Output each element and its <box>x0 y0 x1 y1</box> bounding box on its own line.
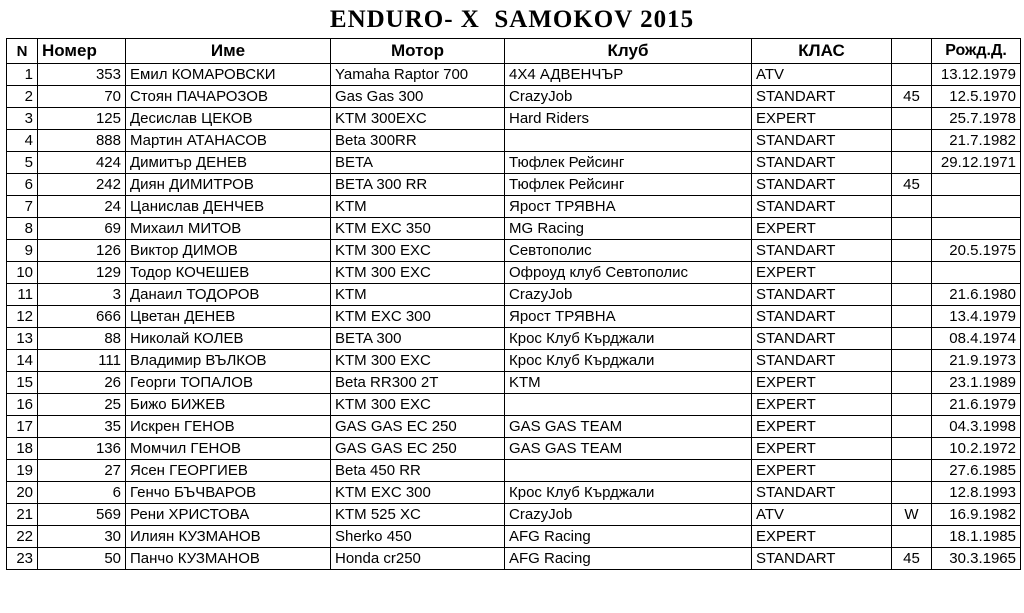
cell-klas: EXPERT <box>752 372 892 394</box>
column-header-klas: КЛАС <box>752 39 892 64</box>
cell-motor: BETA 300 RR <box>331 174 505 196</box>
cell-motor: Honda cr250 <box>331 548 505 570</box>
cell-klas: STANDART <box>752 350 892 372</box>
cell-n: 16 <box>7 394 38 416</box>
cell-motor: KTM 300 EXC <box>331 240 505 262</box>
cell-klas: STANDART <box>752 284 892 306</box>
column-header-motor: Мотор <box>331 39 505 64</box>
cell-extra <box>892 482 932 504</box>
cell-klas: EXPERT <box>752 108 892 130</box>
cell-name: Тодор КОЧЕШЕВ <box>126 262 331 284</box>
cell-birth: 13.4.1979 <box>932 306 1021 328</box>
cell-extra <box>892 306 932 328</box>
cell-birth <box>932 218 1021 240</box>
cell-name: Бижо БИЖЕВ <box>126 394 331 416</box>
table-row <box>7 64 1021 86</box>
cell-motor: KTM <box>331 284 505 306</box>
cell-birth: 21.6.1979 <box>932 394 1021 416</box>
cell-name: Виктор ДИМОВ <box>126 240 331 262</box>
cell-extra: 45 <box>892 548 932 570</box>
cell-klas: STANDART <box>752 328 892 350</box>
cell-number: 666 <box>38 306 126 328</box>
cell-klas: STANDART <box>752 86 892 108</box>
cell-number: 30 <box>38 526 126 548</box>
cell-birth: 23.1.1989 <box>932 372 1021 394</box>
table-row <box>7 130 1021 152</box>
cell-number: 888 <box>38 130 126 152</box>
table-row <box>7 350 1021 372</box>
table-row <box>7 284 1021 306</box>
cell-club: Тюфлек Рейсинг <box>505 152 752 174</box>
cell-n: 10 <box>7 262 38 284</box>
cell-klas: STANDART <box>752 548 892 570</box>
cell-extra <box>892 372 932 394</box>
cell-birth: 21.6.1980 <box>932 284 1021 306</box>
cell-extra: 45 <box>892 86 932 108</box>
table-body <box>7 64 1021 570</box>
cell-birth <box>932 262 1021 284</box>
column-header-name: Име <box>126 39 331 64</box>
cell-klas: STANDART <box>752 240 892 262</box>
cell-birth: 21.9.1973 <box>932 350 1021 372</box>
table-row <box>7 460 1021 482</box>
cell-n: 21 <box>7 504 38 526</box>
column-header-birth: Рожд.Д. <box>932 39 1021 64</box>
cell-klas: STANDART <box>752 130 892 152</box>
cell-extra <box>892 64 932 86</box>
entry-list-table <box>6 38 1021 570</box>
cell-n: 20 <box>7 482 38 504</box>
cell-extra <box>892 262 932 284</box>
cell-name: Рени ХРИСТОВА <box>126 504 331 526</box>
page-title: ENDURO- X SAMOKOV 2015 <box>329 6 695 33</box>
cell-birth: 13.12.1979 <box>932 64 1021 86</box>
cell-name: Стоян ПАЧАРОЗОВ <box>126 86 331 108</box>
cell-birth: 10.2.1972 <box>932 438 1021 460</box>
cell-name: Георги ТОПАЛОВ <box>126 372 331 394</box>
cell-motor: Beta RR300 2T <box>331 372 505 394</box>
cell-n: 14 <box>7 350 38 372</box>
cell-club: AFG Racing <box>505 548 752 570</box>
cell-motor: Beta 450 RR <box>331 460 505 482</box>
cell-birth: 20.5.1975 <box>932 240 1021 262</box>
cell-number: 69 <box>38 218 126 240</box>
cell-birth <box>932 174 1021 196</box>
cell-birth: 18.1.1985 <box>932 526 1021 548</box>
cell-extra <box>892 130 932 152</box>
cell-motor: KTM 300 EXC <box>331 350 505 372</box>
table-row <box>7 526 1021 548</box>
table-row <box>7 548 1021 570</box>
cell-club: GAS GAS TEAM <box>505 438 752 460</box>
cell-klas: EXPERT <box>752 394 892 416</box>
cell-birth: 29.12.1971 <box>932 152 1021 174</box>
cell-motor: KTM 300 EXC <box>331 262 505 284</box>
cell-name: Цветан ДЕНЕВ <box>126 306 331 328</box>
cell-number: 50 <box>38 548 126 570</box>
cell-name: Десислав ЦЕКОВ <box>126 108 331 130</box>
cell-birth: 16.9.1982 <box>932 504 1021 526</box>
cell-birth: 30.3.1965 <box>932 548 1021 570</box>
cell-n: 13 <box>7 328 38 350</box>
cell-club: CrazyJob <box>505 504 752 526</box>
table-row <box>7 306 1021 328</box>
cell-klas: ATV <box>752 64 892 86</box>
cell-name: Владимир ВЪЛКОВ <box>126 350 331 372</box>
cell-motor: KTM EXC 300 <box>331 482 505 504</box>
cell-number: 35 <box>38 416 126 438</box>
cell-n: 15 <box>7 372 38 394</box>
cell-number: 26 <box>38 372 126 394</box>
cell-club: Ярост ТРЯВНА <box>505 196 752 218</box>
cell-club: Ярост ТРЯВНА <box>505 306 752 328</box>
cell-extra <box>892 218 932 240</box>
cell-name: Димитър ДЕНЕВ <box>126 152 331 174</box>
column-header-extra <box>892 39 932 64</box>
cell-name: Мартин АТАНАСОВ <box>126 130 331 152</box>
column-header-club: Клуб <box>505 39 752 64</box>
cell-club: MG Racing <box>505 218 752 240</box>
cell-n: 18 <box>7 438 38 460</box>
cell-club: Севтополис <box>505 240 752 262</box>
cell-club: Hard Riders <box>505 108 752 130</box>
cell-club <box>505 394 752 416</box>
cell-name: Цанислав ДЕНЧЕВ <box>126 196 331 218</box>
cell-number: 136 <box>38 438 126 460</box>
cell-n: 9 <box>7 240 38 262</box>
column-header-number: Номер <box>38 39 126 64</box>
cell-club: Крос Клуб Кърджали <box>505 350 752 372</box>
cell-extra <box>892 350 932 372</box>
cell-motor: GAS GAS EC 250 <box>331 416 505 438</box>
cell-n: 19 <box>7 460 38 482</box>
cell-club <box>505 460 752 482</box>
cell-number: 70 <box>38 86 126 108</box>
cell-name: Искрен ГЕНОВ <box>126 416 331 438</box>
cell-motor: Yamaha Raptor 700 <box>331 64 505 86</box>
cell-birth: 08.4.1974 <box>932 328 1021 350</box>
cell-birth: 12.8.1993 <box>932 482 1021 504</box>
table-row <box>7 174 1021 196</box>
cell-extra <box>892 460 932 482</box>
cell-motor: Sherko 450 <box>331 526 505 548</box>
table-row <box>7 240 1021 262</box>
cell-n: 11 <box>7 284 38 306</box>
cell-klas: STANDART <box>752 196 892 218</box>
cell-n: 22 <box>7 526 38 548</box>
table-row <box>7 394 1021 416</box>
cell-club: GAS GAS TEAM <box>505 416 752 438</box>
cell-extra: 45 <box>892 174 932 196</box>
cell-club: AFG Racing <box>505 526 752 548</box>
cell-extra <box>892 108 932 130</box>
table-row <box>7 196 1021 218</box>
table-row <box>7 108 1021 130</box>
cell-n: 12 <box>7 306 38 328</box>
cell-name: Михаил МИТОВ <box>126 218 331 240</box>
cell-name: Данаил ТОДОРОВ <box>126 284 331 306</box>
cell-name: Ясен ГЕОРГИЕВ <box>126 460 331 482</box>
cell-n: 7 <box>7 196 38 218</box>
cell-motor: KTM EXC 300 <box>331 306 505 328</box>
cell-motor: KTM EXC 350 <box>331 218 505 240</box>
cell-extra <box>892 152 932 174</box>
cell-club: 4Х4 АДВЕНЧЪР <box>505 64 752 86</box>
cell-club: Крос Клуб Кърджали <box>505 328 752 350</box>
entry-list-container <box>0 38 1024 570</box>
cell-number: 24 <box>38 196 126 218</box>
cell-number: 25 <box>38 394 126 416</box>
cell-extra: W <box>892 504 932 526</box>
cell-motor: KTM 300 EXC <box>331 394 505 416</box>
cell-n: 2 <box>7 86 38 108</box>
cell-klas: STANDART <box>752 174 892 196</box>
cell-klas: EXPERT <box>752 438 892 460</box>
cell-motor: KTM 525 XC <box>331 504 505 526</box>
cell-n: 3 <box>7 108 38 130</box>
cell-klas: STANDART <box>752 482 892 504</box>
cell-motor: BETA 300 <box>331 328 505 350</box>
cell-number: 6 <box>38 482 126 504</box>
cell-motor: BETA <box>331 152 505 174</box>
cell-number: 129 <box>38 262 126 284</box>
cell-number: 88 <box>38 328 126 350</box>
cell-club: CrazyJob <box>505 86 752 108</box>
table-row <box>7 372 1021 394</box>
cell-name: Диян ДИМИТРОВ <box>126 174 331 196</box>
cell-n: 6 <box>7 174 38 196</box>
table-row <box>7 416 1021 438</box>
cell-number: 3 <box>38 284 126 306</box>
cell-number: 242 <box>38 174 126 196</box>
table-row <box>7 262 1021 284</box>
cell-birth: 21.7.1982 <box>932 130 1021 152</box>
cell-birth: 04.3.1998 <box>932 416 1021 438</box>
cell-klas: EXPERT <box>752 218 892 240</box>
table-row <box>7 86 1021 108</box>
cell-number: 125 <box>38 108 126 130</box>
cell-extra <box>892 438 932 460</box>
cell-birth <box>932 196 1021 218</box>
table-header-row <box>7 39 1021 64</box>
cell-n: 1 <box>7 64 38 86</box>
cell-club: Тюфлек Рейсинг <box>505 174 752 196</box>
cell-klas: STANDART <box>752 306 892 328</box>
column-header-n: N <box>7 39 38 64</box>
cell-extra <box>892 240 932 262</box>
cell-number: 126 <box>38 240 126 262</box>
cell-number: 27 <box>38 460 126 482</box>
cell-motor: Gas Gas 300 <box>331 86 505 108</box>
table-row <box>7 328 1021 350</box>
cell-extra <box>892 394 932 416</box>
table-row <box>7 152 1021 174</box>
cell-n: 23 <box>7 548 38 570</box>
cell-number: 424 <box>38 152 126 174</box>
cell-n: 5 <box>7 152 38 174</box>
cell-number: 353 <box>38 64 126 86</box>
cell-club <box>505 130 752 152</box>
cell-klas: STANDART <box>752 152 892 174</box>
table-row <box>7 482 1021 504</box>
table-row <box>7 438 1021 460</box>
table-row <box>7 218 1021 240</box>
cell-number: 569 <box>38 504 126 526</box>
cell-klas: EXPERT <box>752 460 892 482</box>
cell-extra <box>892 526 932 548</box>
cell-n: 17 <box>7 416 38 438</box>
cell-extra <box>892 284 932 306</box>
cell-klas: ATV <box>752 504 892 526</box>
cell-klas: EXPERT <box>752 416 892 438</box>
cell-extra <box>892 328 932 350</box>
cell-extra <box>892 416 932 438</box>
cell-motor: KTM 300EXC <box>331 108 505 130</box>
cell-name: Панчо КУЗМАНОВ <box>126 548 331 570</box>
cell-n: 8 <box>7 218 38 240</box>
cell-club: Офроуд клуб Севтополис <box>505 262 752 284</box>
cell-name: Емил КОМАРОВСКИ <box>126 64 331 86</box>
cell-name: Генчо БЪЧВАРОВ <box>126 482 331 504</box>
cell-extra <box>892 196 932 218</box>
cell-name: Николай КОЛЕВ <box>126 328 331 350</box>
table-row <box>7 504 1021 526</box>
cell-klas: EXPERT <box>752 526 892 548</box>
cell-motor: Beta 300RR <box>331 130 505 152</box>
cell-name: Момчил ГЕНОВ <box>126 438 331 460</box>
cell-birth: 25.7.1978 <box>932 108 1021 130</box>
cell-birth: 27.6.1985 <box>932 460 1021 482</box>
cell-number: 111 <box>38 350 126 372</box>
cell-birth: 12.5.1970 <box>932 86 1021 108</box>
cell-n: 4 <box>7 130 38 152</box>
cell-name: Илиян КУЗМАНОВ <box>126 526 331 548</box>
cell-club: KTM <box>505 372 752 394</box>
cell-club: Крос Клуб Кърджали <box>505 482 752 504</box>
cell-club: CrazyJob <box>505 284 752 306</box>
cell-motor: GAS GAS EC 250 <box>331 438 505 460</box>
cell-klas: EXPERT <box>752 262 892 284</box>
cell-motor: KTM <box>331 196 505 218</box>
